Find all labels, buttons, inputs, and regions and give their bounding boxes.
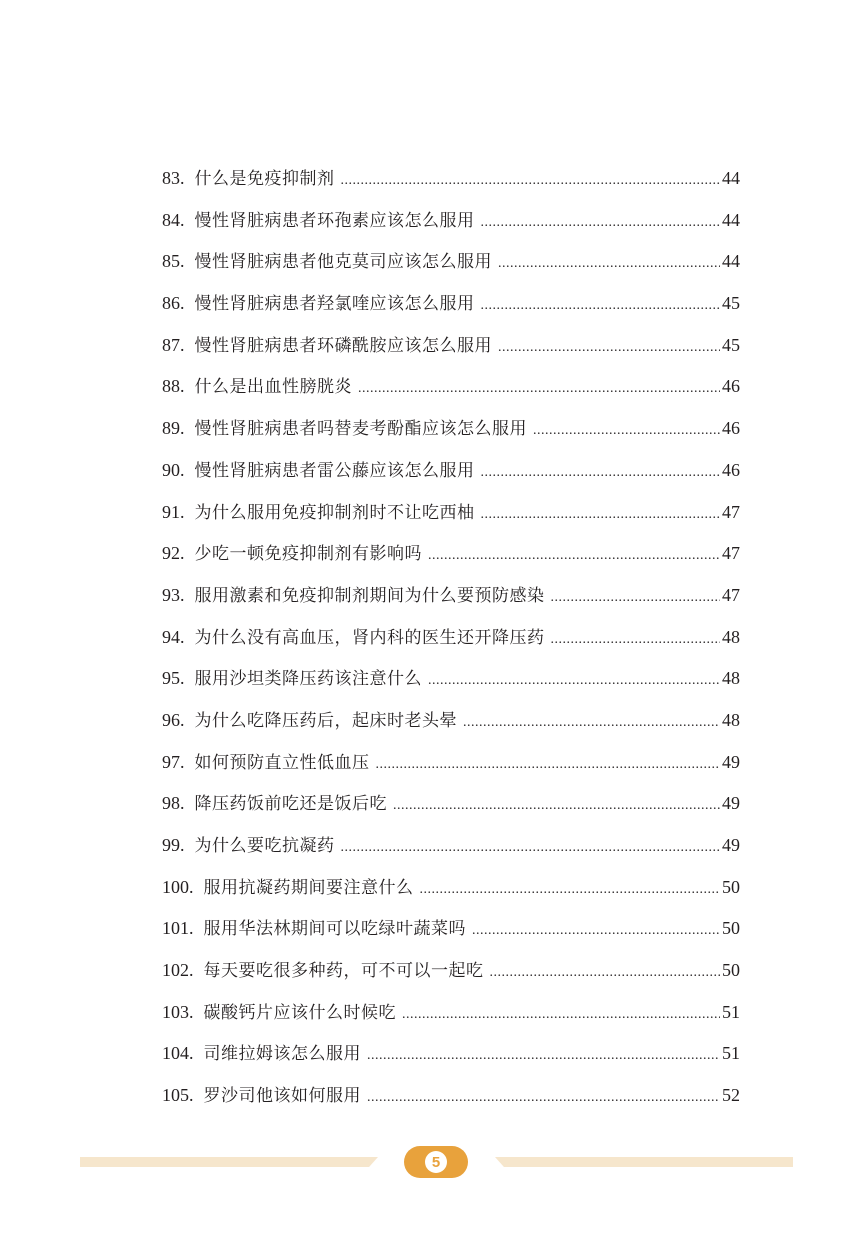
toc-entry[interactable] <box>162 450 740 492</box>
dot-leader <box>481 202 721 244</box>
toc-entry[interactable] <box>162 200 740 242</box>
toc-entry-number: 98. <box>162 793 185 814</box>
toc-entry-number: 103. <box>162 1001 194 1022</box>
dot-leader <box>481 452 721 494</box>
toc-entry-title: 服用激素和免疫抑制剂期间为什么要预防感染 <box>194 585 545 606</box>
toc-entry-title: 为什么要吃抗凝药 <box>194 836 335 856</box>
toc-entry-page: 49 <box>722 793 740 814</box>
dot-leader <box>402 994 720 1036</box>
toc-entry-page: 44 <box>722 168 740 188</box>
toc-entry-number: 84. <box>162 209 185 230</box>
toc-entry-title: 什么是出血性膀胱炎 <box>194 377 352 398</box>
toc-entry-page: 50 <box>722 960 740 981</box>
toc-entry-number: 97. <box>162 751 185 772</box>
dot-leader <box>481 285 721 327</box>
toc-entry-title: 司维拉姆该怎么服用 <box>203 1044 361 1065</box>
toc-entry-page: 47 <box>722 584 740 605</box>
toc-entry-page: 49 <box>722 751 740 772</box>
toc-entry-page: 47 <box>722 543 740 564</box>
toc-entry-title: 服用抗凝药期间要注意什么 <box>203 877 414 898</box>
toc-entry-number: 87. <box>162 334 185 355</box>
toc-entry[interactable] <box>162 825 740 867</box>
toc-entry-title: 慢性肾脏病患者雷公藤应该怎么服用 <box>194 460 475 481</box>
toc-entry-number: 93. <box>162 584 185 605</box>
toc-entry[interactable] <box>162 658 740 700</box>
toc-entry[interactable] <box>162 700 740 742</box>
toc-entry-page: 50 <box>722 918 740 939</box>
toc-entry-number: 96. <box>162 709 185 730</box>
toc-entry[interactable] <box>162 617 740 659</box>
toc-entry-title: 服用沙坦类降压药该注意什么 <box>194 669 422 690</box>
toc-entry-title: 为什么没有高血压，肾内科的医生还开降压药 <box>194 627 545 648</box>
toc-entry[interactable] <box>162 533 740 575</box>
toc-entry-title: 慢性肾脏病患者吗替麦考酚酯应该怎么服用 <box>194 419 527 440</box>
toc-entry-page: 51 <box>722 1001 740 1022</box>
footer-decor-bar-right <box>495 1157 793 1167</box>
dot-leader <box>498 327 720 369</box>
toc-entry-number: 85. <box>162 251 185 272</box>
toc-entry-number: 91. <box>162 501 185 522</box>
toc-entry[interactable] <box>162 742 740 784</box>
toc-entry-title: 服用华法林期间可以吃绿叶蔬菜吗 <box>203 919 466 940</box>
toc-entry-title: 如何预防直立性低血压 <box>194 752 370 773</box>
toc-entry[interactable] <box>162 158 740 200</box>
toc-entry-title: 为什么服用免疫抑制剂时不让吃西柚 <box>194 502 475 523</box>
dot-leader <box>498 243 720 285</box>
toc-entry-page: 48 <box>722 709 740 730</box>
toc-entry-title: 罗沙司他该如何服用 <box>203 1086 361 1107</box>
toc-entry-number: 102. <box>162 960 194 981</box>
dot-leader <box>376 744 721 786</box>
dot-leader <box>533 410 720 452</box>
toc-entry[interactable] <box>162 1033 740 1075</box>
toc-entry-number: 83. <box>162 168 185 188</box>
dot-leader <box>341 827 721 869</box>
toc-entry[interactable] <box>162 783 740 825</box>
toc-entry[interactable] <box>162 325 740 367</box>
toc-entry[interactable] <box>162 1075 740 1117</box>
toc-entry-page: 45 <box>722 334 740 355</box>
table-of-contents <box>162 158 740 1117</box>
toc-entry-number: 100. <box>162 876 194 897</box>
toc-entry[interactable] <box>162 908 740 950</box>
toc-entry-number: 95. <box>162 668 185 689</box>
toc-entry-number: 94. <box>162 626 185 647</box>
toc-entry-title: 慢性肾脏病患者环孢素应该怎么服用 <box>194 210 475 231</box>
toc-entry-number: 101. <box>162 918 194 939</box>
toc-entry-number: 92. <box>162 543 185 564</box>
dot-leader <box>472 910 720 952</box>
toc-entry[interactable] <box>162 950 740 992</box>
toc-entry-title: 为什么吃降压药后，起床时老头晕 <box>194 710 457 731</box>
dot-leader <box>490 952 721 994</box>
toc-entry-number: 89. <box>162 418 185 439</box>
dot-leader <box>367 1077 720 1119</box>
toc-entry-page: 49 <box>722 835 740 855</box>
toc-entry-title: 慢性肾脏病患者羟氯喹应该怎么服用 <box>194 294 475 315</box>
toc-entry-number: 88. <box>162 376 185 397</box>
toc-entry-title: 慢性肾脏病患者他克莫司应该怎么服用 <box>194 252 492 273</box>
toc-entry-title: 每天要吃很多种药，可不可以一起吃 <box>203 961 484 982</box>
toc-entry-page: 52 <box>722 1085 740 1106</box>
toc-entry-page: 46 <box>722 418 740 439</box>
toc-entry-title: 慢性肾脏病患者环磷酰胺应该怎么服用 <box>194 335 492 356</box>
dot-leader <box>341 160 721 202</box>
dot-leader <box>428 660 720 702</box>
page-number: 5 <box>425 1151 447 1173</box>
dot-leader <box>481 494 721 536</box>
toc-entry-title: 降压药饭前吃还是饭后吃 <box>194 794 387 815</box>
dot-leader <box>358 368 720 410</box>
toc-entry-number: 86. <box>162 293 185 314</box>
dot-leader <box>463 702 720 744</box>
toc-entry-page: 48 <box>722 668 740 689</box>
toc-entry-page: 47 <box>722 501 740 522</box>
toc-entry-page: 48 <box>722 626 740 647</box>
toc-entry-number: 90. <box>162 459 185 480</box>
dot-leader <box>551 577 721 619</box>
toc-entry-page: 45 <box>722 293 740 314</box>
toc-entry[interactable] <box>162 241 740 283</box>
toc-entry-number: 99. <box>162 835 185 855</box>
toc-entry[interactable] <box>162 492 740 534</box>
toc-entry[interactable] <box>162 867 740 909</box>
toc-entry-page: 46 <box>722 376 740 397</box>
page-number-badge <box>404 1146 468 1178</box>
toc-entry-number: 104. <box>162 1043 194 1064</box>
toc-entry-page: 46 <box>722 459 740 480</box>
toc-entry-number: 105. <box>162 1085 194 1106</box>
toc-entry-page: 44 <box>722 209 740 230</box>
toc-entry[interactable] <box>162 575 740 617</box>
toc-entry[interactable] <box>162 283 740 325</box>
toc-entry[interactable] <box>162 992 740 1034</box>
toc-entry[interactable] <box>162 408 740 450</box>
dot-leader <box>420 869 721 911</box>
toc-entry-page: 50 <box>722 876 740 897</box>
toc-entry-title: 碳酸钙片应该什么时候吃 <box>203 1002 396 1023</box>
footer-decor-bar-left <box>80 1157 378 1167</box>
toc-entry-title: 什么是免疫抑制剂 <box>194 169 335 189</box>
toc-entry-page: 44 <box>722 251 740 272</box>
dot-leader <box>551 619 721 661</box>
toc-entry-page: 51 <box>722 1043 740 1064</box>
dot-leader <box>428 535 720 577</box>
toc-entry-title: 少吃一顿免疫抑制剂有影响吗 <box>194 544 422 565</box>
dot-leader <box>367 1035 720 1077</box>
dot-leader <box>393 785 720 827</box>
toc-entry[interactable] <box>162 366 740 408</box>
